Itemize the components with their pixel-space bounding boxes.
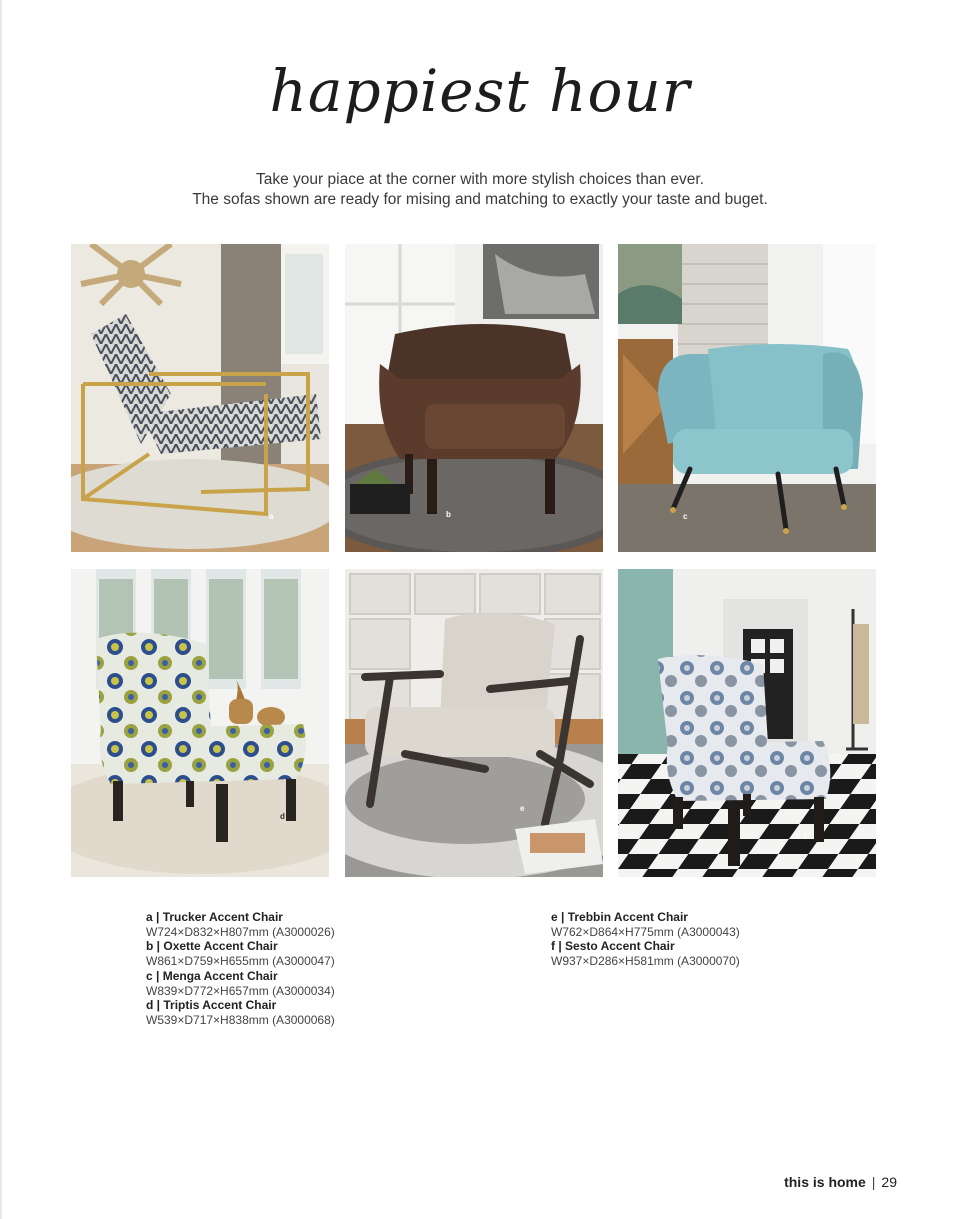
photo-tag-d: d — [280, 812, 285, 821]
page-title: happiest hour — [269, 57, 691, 125]
chair-photo-e-image — [345, 569, 603, 877]
product-spec-e: W762×D864×H775mm (A3000043) — [551, 924, 740, 939]
photo-trebbin-chair — [345, 569, 603, 877]
photo-oxette-chair — [345, 244, 603, 552]
product-list-right — [551, 910, 740, 969]
photo-tag-c: c — [683, 512, 688, 521]
chair-photo-a-image — [71, 244, 329, 552]
product-name-c: c | Menga Accent Chair — [146, 968, 278, 983]
chair-photo-f-image — [618, 569, 876, 877]
chair-photo-d-image — [71, 569, 329, 877]
photo-tag-e: e — [520, 804, 525, 813]
product-spec-c: W839×D772×H657mm (A3000034) — [146, 983, 335, 998]
intro-line-2: The sofas shown are ready for mising and matching to exactly your taste and buget. — [192, 191, 768, 208]
product-name-d: d | Triptis Accent Chair — [146, 998, 277, 1013]
product-name-f: f | Sesto Accent Chair — [551, 939, 675, 954]
product-spec-d: W539×D717×H838mm (A3000068) — [146, 1012, 335, 1027]
product-list-left — [146, 910, 335, 1028]
intro-line-1: Take your piace at the corner with more stylish choices than ever. — [256, 171, 704, 188]
product-name-a: a | Trucker Accent Chair — [146, 910, 283, 924]
chair-photo-b-image — [345, 244, 603, 552]
photo-trucker-chair — [71, 244, 329, 552]
intro-text — [0, 170, 960, 210]
photo-tag-a: a — [269, 512, 274, 521]
page-footer — [784, 1174, 897, 1190]
photo-tag-b: b — [446, 510, 451, 519]
footer-brand: this is home — [784, 1174, 866, 1190]
product-spec-b: W861×D759×H655mm (A3000047) — [146, 954, 335, 969]
photo-tag-f: f — [804, 832, 807, 841]
photo-triptis-chair — [71, 569, 329, 877]
product-spec-a: W724×D832×H807mm (A3000026) — [146, 924, 335, 939]
product-name-b: b | Oxette Accent Chair — [146, 939, 278, 954]
product-name-e: e | Trebbin Accent Chair — [551, 910, 688, 924]
page-number: 29 — [881, 1174, 897, 1190]
product-spec-f: W937×D286×H581mm (A3000070) — [551, 954, 740, 969]
chair-photo-c-image — [618, 244, 876, 552]
footer-separator: | — [871, 1174, 876, 1190]
photo-sesto-chair — [618, 569, 876, 877]
photo-menga-chair — [618, 244, 876, 552]
